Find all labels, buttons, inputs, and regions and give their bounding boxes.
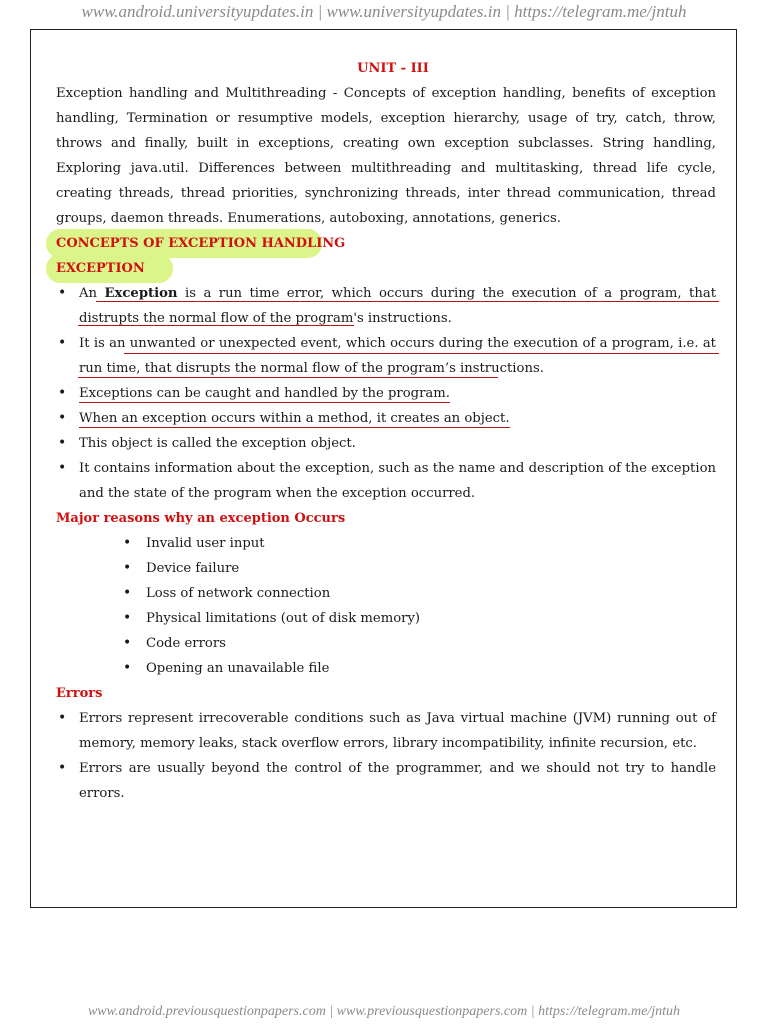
exception-point-5: • This object is called the exception object.	[56, 431, 716, 456]
reasons-heading: Major reasons why an exception Occurs	[56, 511, 346, 526]
exception-points	[56, 281, 716, 506]
exception-point-4: • When an exception occurs within a method, it creates an object.	[56, 406, 716, 431]
exception-point-2: • It is an unwanted or unexpected event, which occurs during the execution of a program, i.e. at run time, that disrupts the normal flow of the program’s instructions.	[56, 331, 716, 381]
concepts-heading-row	[56, 231, 716, 256]
reason-item: • Device failure	[56, 556, 716, 581]
exception-point-1: • An Exception is a run time error, which occurs during the execution of a program, that distrupts the normal flow of the program's instructions.	[56, 281, 716, 331]
reason-item: • Code errors	[56, 631, 716, 656]
reason-item: • Physical limitations (out of disk memory)	[56, 606, 716, 631]
annotation-underline	[96, 301, 719, 302]
exception-heading: EXCEPTION	[56, 256, 145, 281]
exception-point-6: • It contains information about the exception, such as the name and description of the exception and the state of the program when the exception occurred.	[56, 456, 716, 506]
reason-item: • Invalid user input	[56, 531, 716, 556]
exception-point-3: • Exceptions can be caught and handled by the program.	[56, 381, 716, 406]
error-point: • Errors are usually beyond the control of the programmer, and we should not try to handle errors.	[56, 756, 716, 806]
document-content	[56, 56, 716, 806]
exception-heading-row	[56, 256, 716, 281]
error-point: • Errors represent irrecoverable conditions such as Java virtual machine (JVM) running out of memory, memory leaks, stack overflow errors, library incompatibility, infinite recursion, etc.	[56, 706, 716, 756]
header-watermark: www.android.universityupdates.in | www.universityupdates.in | https://telegram.me/jntuh	[81, 2, 687, 21]
annotation-underline	[78, 325, 354, 326]
reasons-list	[56, 531, 716, 681]
annotation-underline	[124, 353, 719, 354]
concepts-heading: CONCEPTS OF EXCEPTION HANDLING	[56, 231, 345, 256]
errors-heading: Errors	[56, 686, 103, 701]
unit-title: UNIT - III	[357, 61, 429, 76]
error-points	[56, 706, 716, 806]
unit-intro: Exception handling and Multithreading - Concepts of exception handling, benefits of exception handling, Termination or resumptive models, exception hierarchy, usage of try, catch, throw, throws and finally, built in exceptions, creating own exception subclasses. String handling, Exploring java.util. Differences between multithreading and multitasking, thread life cycle, creating threads, thread priorities, synchronizing threads, inter thread communication, thread groups, daemon threads. Enumerations, autoboxing, annotations, generics.	[56, 86, 716, 226]
footer-watermark: www.android.previousquestionpapers.com | www.previousquestionpapers.com | https://telegram.me/jntuh	[87, 1004, 681, 1019]
reason-item: • Opening an unavailable file	[56, 656, 716, 681]
reason-item: • Loss of network connection	[56, 581, 716, 606]
annotation-underline	[78, 377, 498, 378]
